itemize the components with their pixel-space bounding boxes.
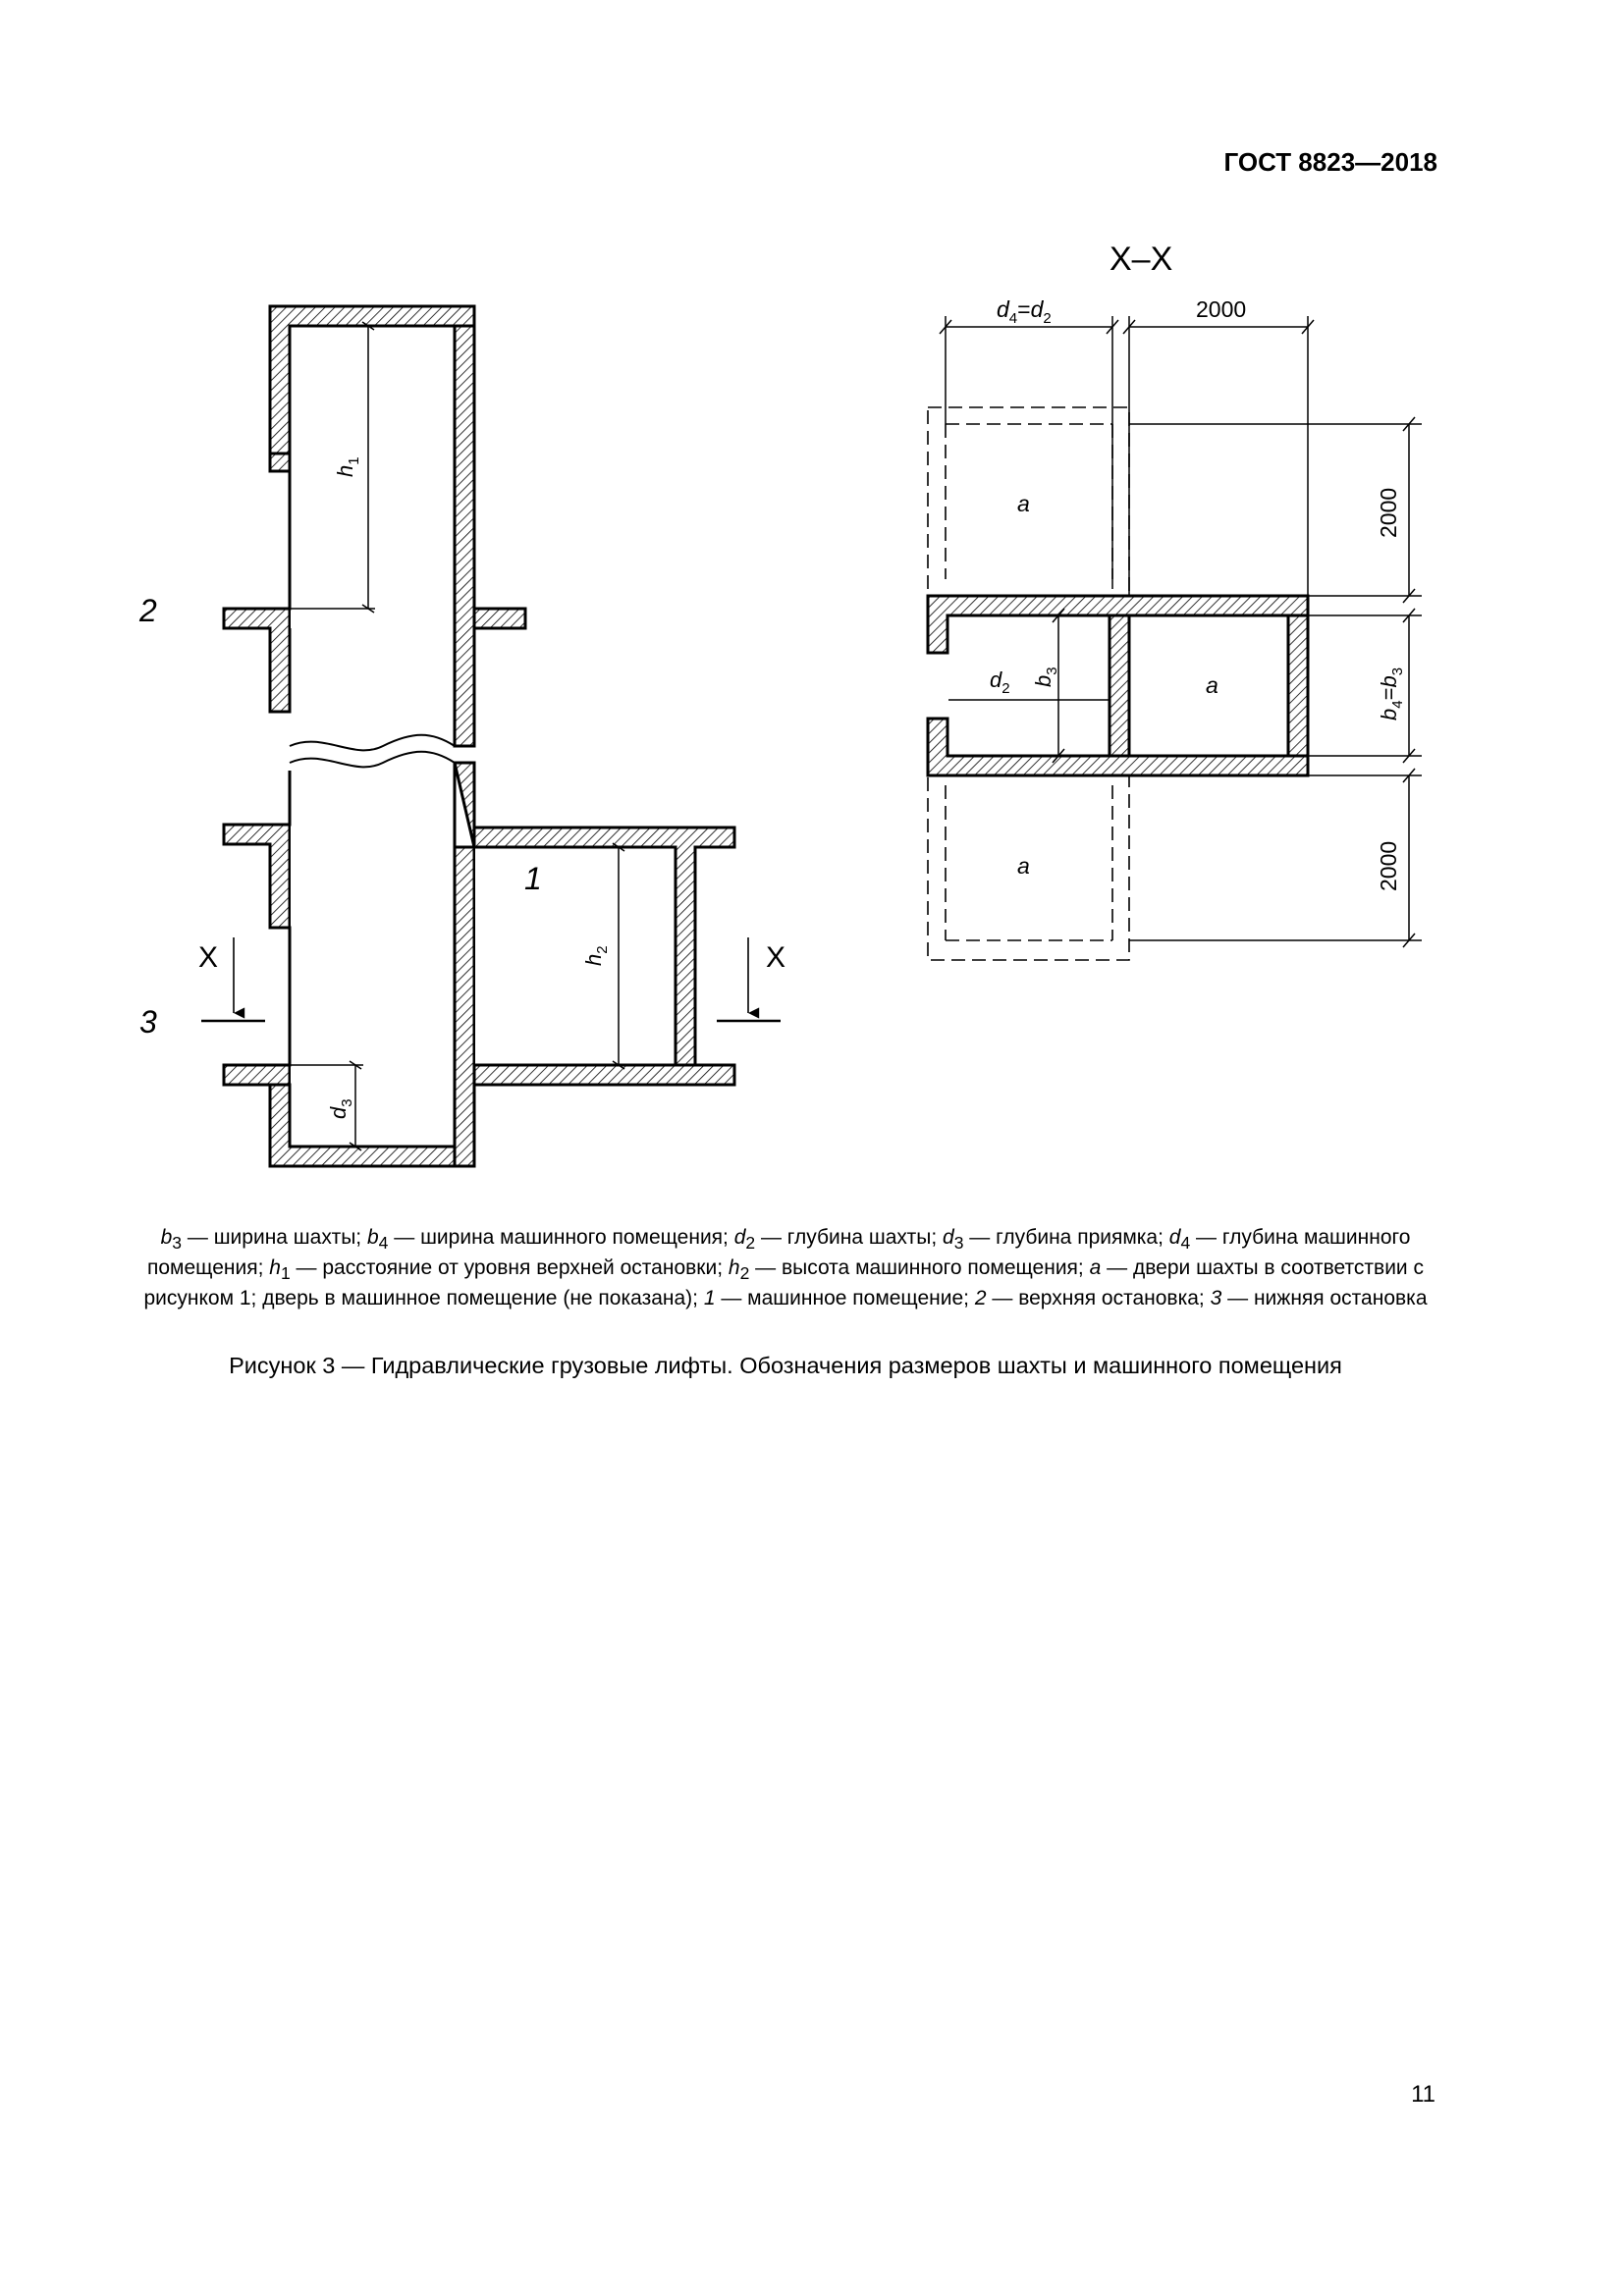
callout-3: 3 <box>139 1004 157 1040</box>
plan-wall-middle <box>1110 615 1129 756</box>
callout-2: 2 <box>139 593 157 628</box>
label-d4-eq-d2 <box>997 296 1052 327</box>
dim-2000-right-lower <box>1376 841 1401 891</box>
svg-text:d4=d2: $d_4=d_2$ <box>997 296 1052 327</box>
svg-text:d2: $d_2$ <box>990 667 1010 697</box>
door-label-bottom: a <box>1017 853 1030 879</box>
document-header: ГОСТ 8823—2018 <box>1223 147 1437 177</box>
svg-text:h1: $h_1$ <box>333 456 362 477</box>
svg-text:2000: 2000 <box>1376 487 1401 538</box>
lower-right-shaft-wall <box>455 847 474 1166</box>
machine-room-floor <box>474 1065 734 1085</box>
section-mark-right: X <box>766 941 786 974</box>
upper-landing-left <box>224 609 290 712</box>
dim-2000-top: 2000 <box>1196 296 1247 322</box>
upper-left-wall-lower <box>270 454 290 471</box>
dim-2000-right-upper <box>1376 488 1401 538</box>
figure-caption: Рисунок 3 — Гидравлические грузовые лифты. Обозначения размеров шахты и машинного помещения <box>229 1353 1342 1378</box>
label-b4-eq-b3 <box>1377 667 1406 721</box>
figure-legend: $b_3$ — ширина шахты; $b_4$ — ширина машинного помещения; $d_2$ — глубина шахты; $d_3$ — глубина приямка; $d_4$ — глубина машинного помещения; $h_1$ — расстояние от уровня верхней остановки; $h_2$ — высота машинного помещения; a — двери шахты в соответствии с рисунком 1; дверь в машинное помещение (не показана); 1 — машинное помещение; 2 — верхняя остановка; 3 — нижняя остановка <box>143 1226 1428 1310</box>
svg-text:b3: $b_3$ <box>1031 667 1060 687</box>
upper-right-wall <box>455 326 474 746</box>
svg-text:d3: $d_3$ <box>326 1098 355 1119</box>
svg-text:h2: $h_2$ <box>581 945 611 966</box>
break-lines <box>290 735 455 768</box>
plan-wall-right <box>1288 615 1308 756</box>
svg-text:2000: 2000 <box>1376 840 1401 891</box>
callout-1: 1 <box>524 861 542 896</box>
section-mark-left: X <box>198 941 219 974</box>
plan-view <box>928 407 1308 960</box>
door-label-top: a <box>1017 491 1030 516</box>
upper-landing-right <box>474 609 525 628</box>
door-label-right: a <box>1206 672 1218 698</box>
page-number: 11 <box>1411 2081 1435 2108</box>
section-title: X–X <box>1110 240 1173 278</box>
svg-text:b4=b3: $b_4=b_3$ <box>1377 667 1406 721</box>
lower-left-landing <box>224 825 290 928</box>
